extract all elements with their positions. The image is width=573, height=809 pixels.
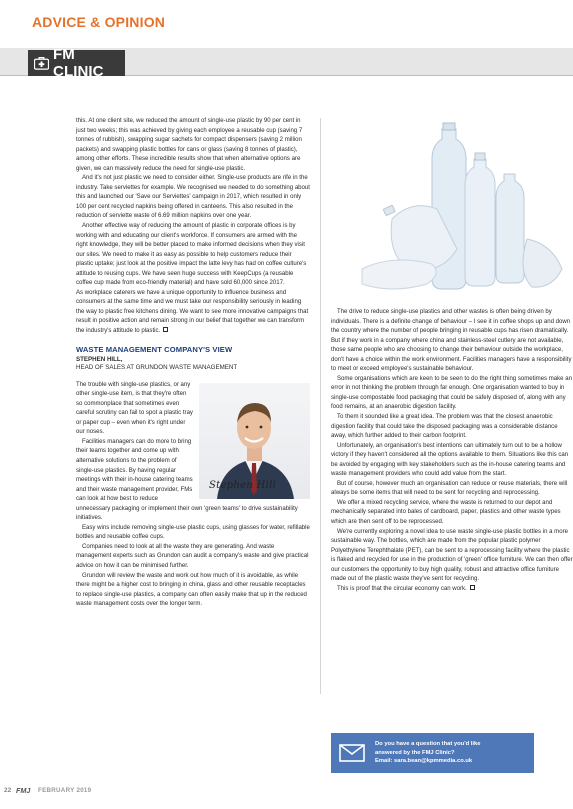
paragraph: this. At one client site, we reduced the amount of single-use plastic by 90 per cent in just two weeks; this was achieved by giving each employee a reusable cup (saving 7 tonnes of rubbish), swapping sugar sachets for compact dispensers (saving 2 million packets) and swapping plastic bottles for cans or glass (saving 8 tonnes of plastic), among other efforts. These incredible results show that when alternative options are given, we can massively reduce the need for single-use plastic. xyxy=(76,118,303,172)
end-mark-icon xyxy=(163,327,168,332)
author-name: STEPHEN HILL, xyxy=(76,355,123,363)
issue-date: FEBRUARY 2019 xyxy=(38,787,92,794)
paragraph: We offer a mixed recycling service, where the waste is returned to our depot and mechanically separated into bales of cardboard, paper, plastics and other waste types which are then sent off to be reprocessed. xyxy=(331,499,561,526)
contact-email[interactable]: Email: sara.bean@kpmmedia.co.uk xyxy=(375,758,473,765)
paragraph xyxy=(76,289,310,337)
paragraph-text: As workplace caterers we have a unique opportunity to influence business and consumers at the same time and we must take our responsibility seriously in leading the way to plastic free kitchens dining. We want to see more innovative campaigns that result in positive action and remain strong in our belief that together we can transform the industry's attitude to plastic. xyxy=(76,289,309,335)
paragraph-text: This is proof that the circular economy can work. xyxy=(337,585,467,592)
section-label: ADVICE & OPINION xyxy=(32,14,166,30)
paragraph: Companies need to look at all the waste they are generating. And waste management experts such as Grundon can audit a company's waste and give practical advice on how it can be minimised further. xyxy=(76,543,309,569)
paragraph: We're currently exploring a novel idea to use waste single-use plastic bottles in a more sustainable way. The bottles, which are made from the popular plastic polymer Polyethylene Terephthalate (PET), can be sent to a reprocessing facility where the plastic is flaked and recycled for use in the production of 'green' office furniture. We can then offer our customers the opportunity to buy high quality, robust and attractive office furniture made out of the plastic waste they've sent for recycling. xyxy=(331,528,573,583)
author-role: HEAD OF SALES AT GRUNDON WASTE MANAGEMENT xyxy=(76,363,238,371)
fm-clinic-tab xyxy=(28,46,125,80)
question-line: answered by the FMJ Clinic? xyxy=(375,749,455,756)
page-number: 22 xyxy=(4,787,12,794)
paragraph: Unfortunately, an organisation's best intentions can ultimately turn out to be a hollow victory if they haven't considered all the options available to them. Situations like this can be avoided by engaging with key stakeholders such as the in-house catering teams and waste management providers who could add value from the start. xyxy=(331,442,569,478)
fm-clinic-title: FM CLINIC xyxy=(53,46,104,80)
question-line: Do you have a question that you'd like xyxy=(375,741,481,748)
paragraph: But of course, however much an organisation can reduce or reuse materials, there will always be some items that will need to be sent for recycling and reprocessing. xyxy=(331,480,568,497)
paragraph: And it's not just plastic we need to consider either. Single-use products are rife in the industry. Take serviettes for example. We recognised we needed to do something about this and launched our 'Save our Serviettes' campaign in 2017, which resulted in only 100 per cent recycled napkins being offered in canteens. This also resulted in the reduction of serviette waste of 6.69 million napkins over one year. xyxy=(76,175,310,220)
view-heading: WASTE MANAGEMENT COMPANY'S VIEW xyxy=(76,344,233,354)
envelope-icon xyxy=(339,744,365,762)
fmj-logo: FMJ xyxy=(16,786,31,795)
plastic-bottles-image xyxy=(322,119,573,301)
paragraph: Easy wins include removing single-use plastic cups, using glasses for water, refillable bottles and reusable coffee cups. xyxy=(76,524,310,541)
paragraph xyxy=(331,585,573,595)
paragraph: Facilities managers can do more to bring their teams together and come up with alternative solutions to the problem of single-use plastics. By having regular meetings with their in-house catering teams and their waste management provider, FMs can look at how best to reduce unnecessary packaging or implement their own 'green teams' to drive sustainability initiatives. xyxy=(76,438,298,522)
right-column xyxy=(331,308,573,594)
paragraph: The trouble with single-use plastics, or any other single-use item, is that they're often so commonplace that sometimes even careful scrutiny can fail to spot a plastic tray or paper cup – even when it's right under our noses. xyxy=(76,381,193,436)
signature: Stephen Hill xyxy=(209,479,277,491)
left-column xyxy=(76,117,310,610)
medical-kit-icon xyxy=(34,56,49,70)
column-divider xyxy=(320,118,321,694)
author-portrait xyxy=(199,383,310,499)
paragraph: Some organisations which are keen to be seen to do the right thing sometimes make an error in not thinking the problem through far enough. One organisation wanted to buy in single-use compostable food packaging that could be safely disposed of, along with any food remains, at an anaerobic digestion facility. xyxy=(331,375,572,411)
paragraph: To them it sounded like a great idea. The problem was that the closest anaerobic digestion facility that could take the disposed packaging was a considerable distance away, which further added to their carbon footprint. xyxy=(331,414,558,440)
paragraph: Another effective way of reducing the amount of plastic in corporate offices is by working with and educating our client's workforce. If consumers are armed with the right knowledge, they will be better placed to make informed decisions when they visit our sites. We need to make it as easy as possible to help customers reduce their plastic uptake; just look at the positive impact the latte levy has had on coffee culture's attitude to reusing cups. We have seen huge success with KeepCups (a reusable coffee cup made from eco-friendly material) and have sold 60,000 since 2017. xyxy=(76,223,307,287)
question-callout xyxy=(331,733,534,773)
end-mark-icon xyxy=(470,585,475,590)
paragraph: The drive to reduce single-use plastics and other wastes is often being driven by individuals. There is a definite change of behaviour – I see it in coffee shops up and down the country where the number of people bringing in reusable cups has risen dramatically. But if they work in a company where china and stainless-steel cutlery are not available, those same people who are choosing to change their behaviour outside the workplace, don't have a choice within the work environment. Facilities managers have a responsibility to meet or exceed employee's sustainable behaviour. xyxy=(331,309,572,373)
paragraph: Grundon will review the waste and work out how much of it is avoidable, as while there might be a higher cost to bringing in china, glass and other reusable receptacles to replace single-use plastics, a company can often easily make that up in the reduced waste management costs over the longer term. xyxy=(76,572,307,608)
